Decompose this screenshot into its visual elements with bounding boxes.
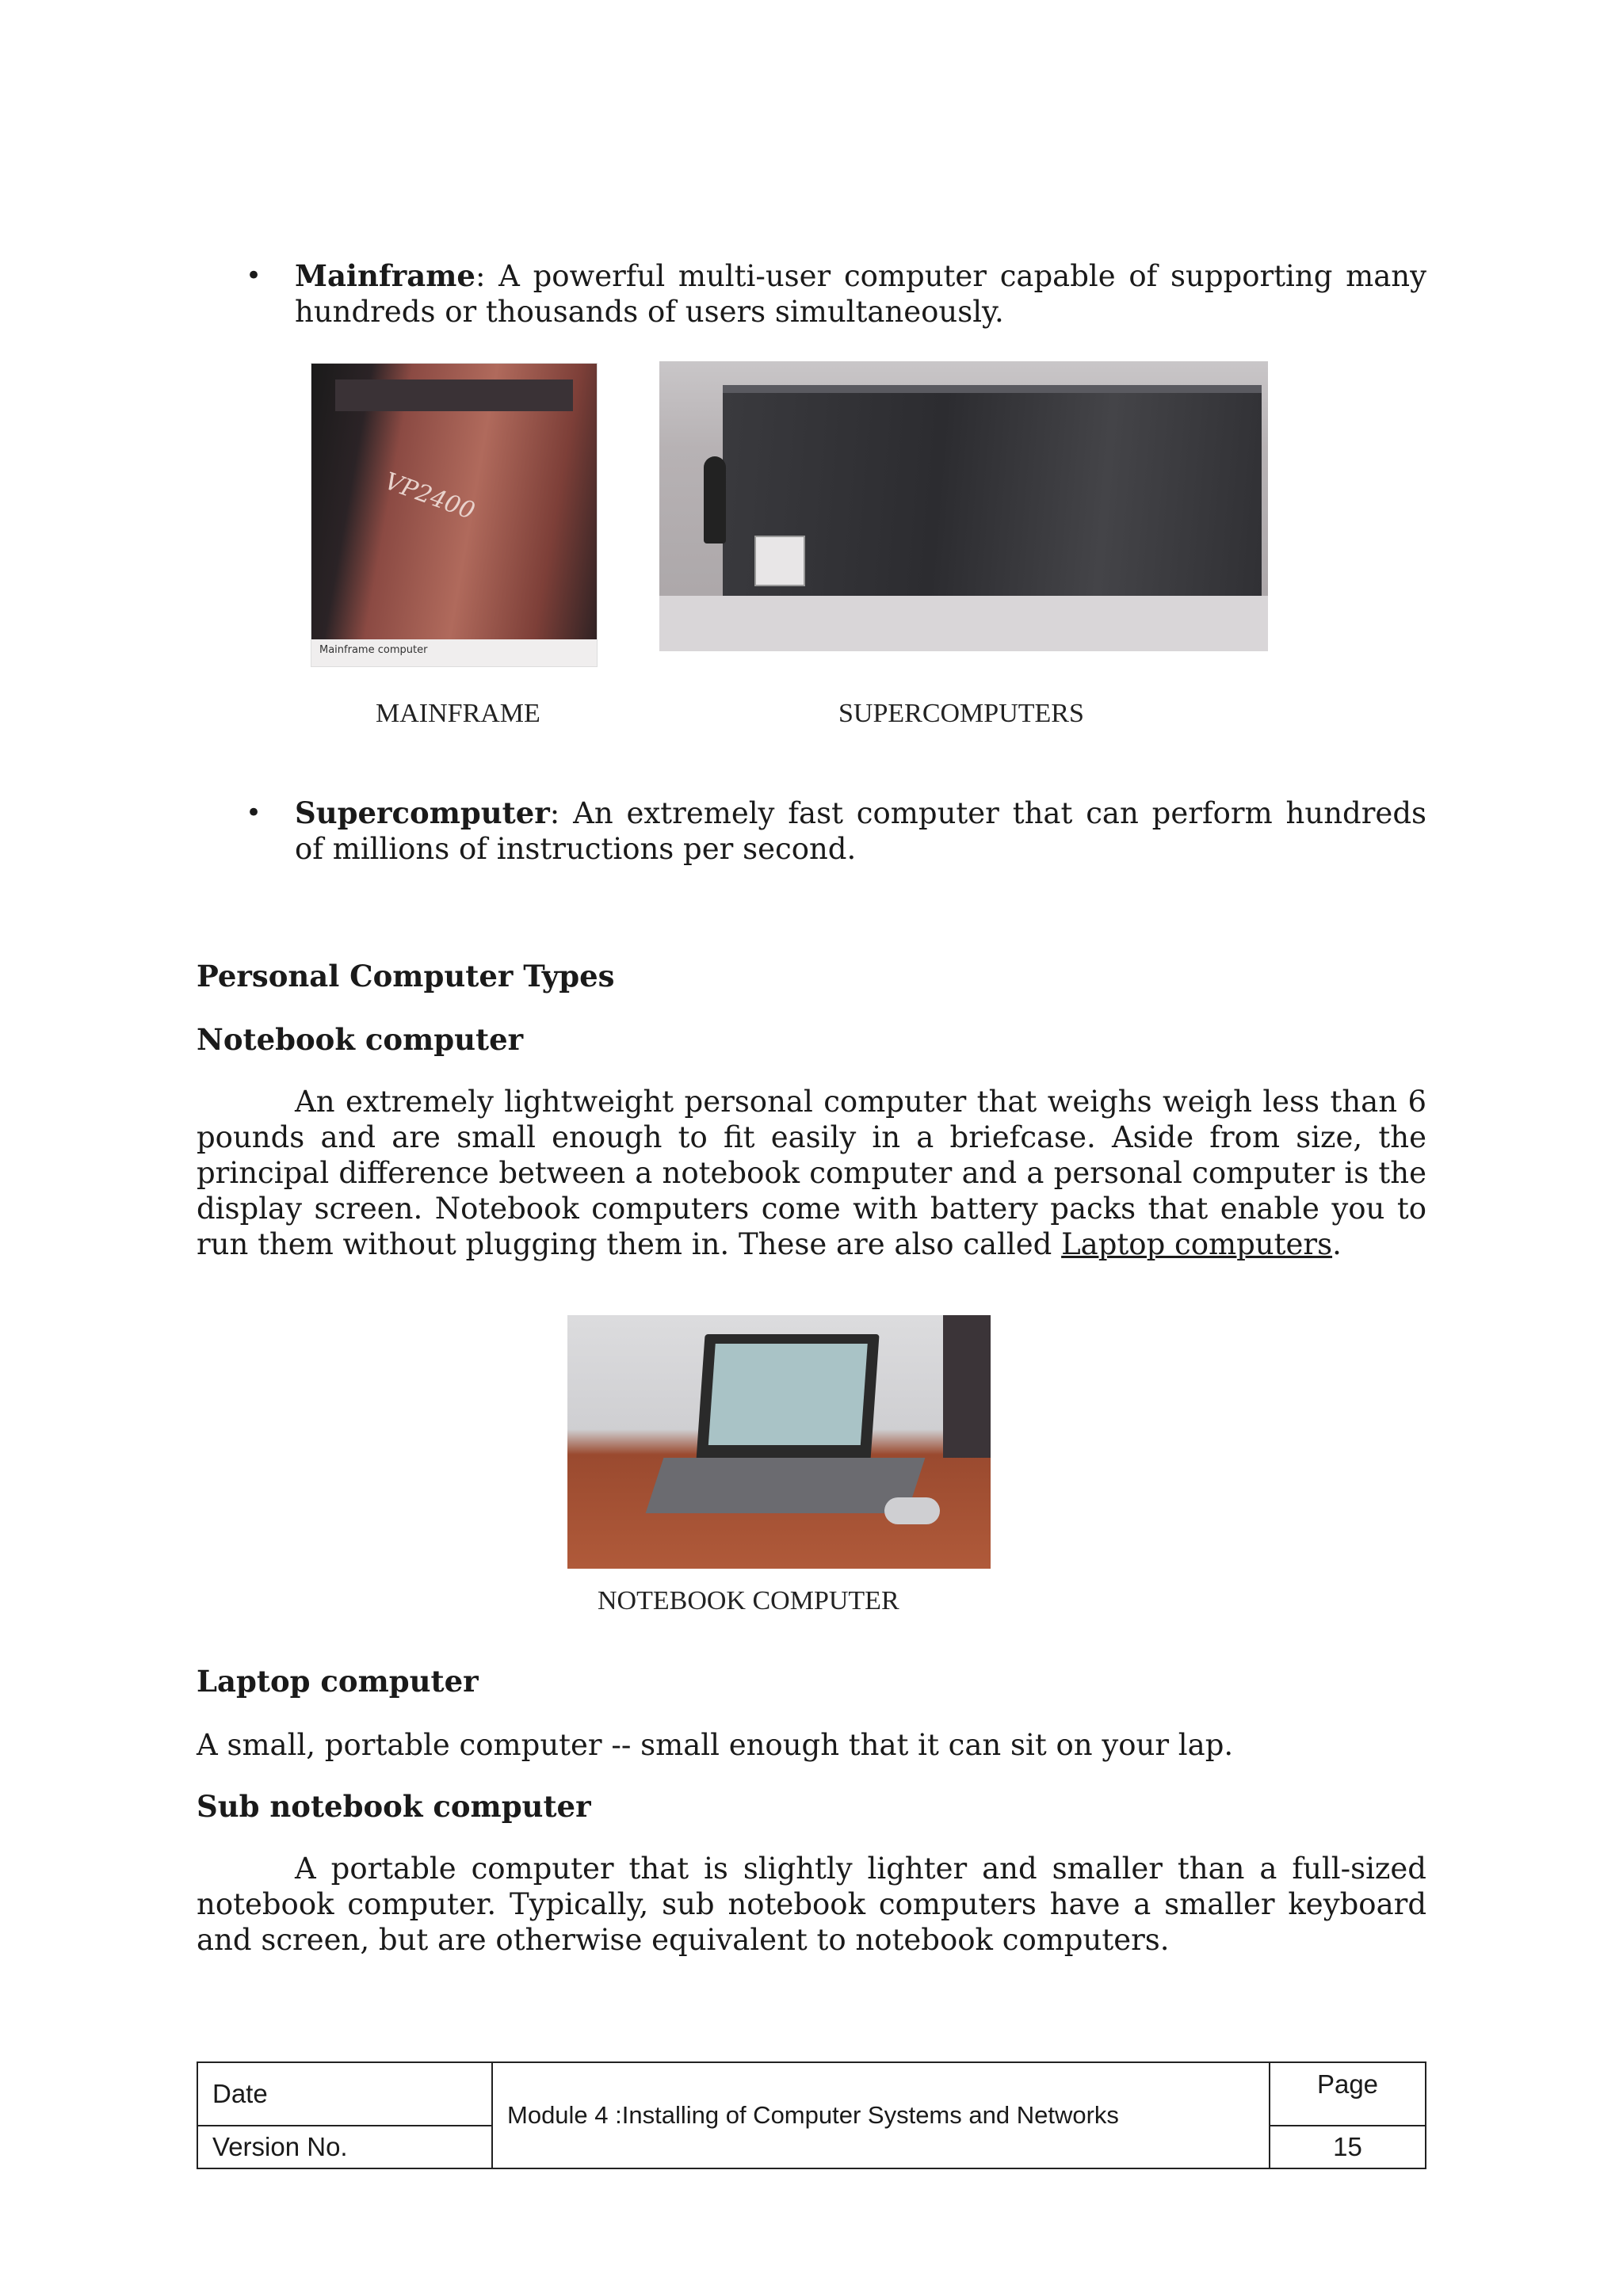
paragraph-notebook: An extremely lightweight personal computer that weighs weigh less than 6 pounds and are small enough to fit easily in a briefcase. Aside from size, the principal difference between a notebook computer and a personal computer is the display screen. Notebook computers come with battery packs that enable you to run them without plugging them in. These are also called Laptop computers. xyxy=(197,1085,1426,1261)
footer-page-number: 15 xyxy=(1270,2126,1426,2168)
caption-mainframe: MAINFRAME xyxy=(376,699,540,728)
definition-supercomputer: : An extremely fast computer that can perform hundreds of millions of instructions per second. xyxy=(295,796,1426,866)
heading-personal-computer-types: Personal Computer Types xyxy=(197,959,615,994)
term-supercomputer: Supercomputer xyxy=(295,795,550,830)
supercomputers-image xyxy=(659,361,1268,651)
bullet-dot: • xyxy=(246,797,262,829)
footer-version-label: Version No. xyxy=(197,2126,492,2168)
footer-module-title: Module 4 :Installing of Computer Systems and Networks xyxy=(492,2062,1270,2168)
definition-mainframe: : A powerful multi-user computer capable of supporting many hundreds or thousands of users simultaneously. xyxy=(295,259,1426,329)
mainframe-photo-label: Mainframe computer xyxy=(319,644,428,656)
paragraph-sub-notebook: A portable computer that is slightly lighter and smaller than a full-sized notebook computer. Typically, sub notebook computers have a smaller keyboard and screen, but are otherwise equivalent to notebook computers. xyxy=(197,1852,1426,1957)
heading-notebook: Notebook computer xyxy=(197,1022,524,1057)
bullet-dot: • xyxy=(246,260,262,292)
notebook-image xyxy=(567,1315,991,1569)
caption-notebook: NOTEBOOK COMPUTER xyxy=(598,1586,899,1615)
mainframe-image xyxy=(311,363,598,667)
paragraph-laptop: A small, portable computer -- small enough that it can sit on your lap. xyxy=(197,1728,1234,1762)
caption-supercomputers: SUPERCOMPUTERS xyxy=(838,699,1084,728)
page-footer xyxy=(197,2061,1426,2169)
mainframe-logo: VP2400 xyxy=(380,467,479,526)
heading-sub-notebook: Sub notebook computer xyxy=(197,1789,591,1824)
link-laptop-computers[interactable]: Laptop computers xyxy=(1061,1227,1333,1261)
footer-page-label: Page xyxy=(1270,2062,1426,2126)
heading-laptop: Laptop computer xyxy=(197,1664,479,1699)
footer-date-label: Date xyxy=(197,2062,492,2126)
term-mainframe: Mainframe xyxy=(295,258,475,293)
